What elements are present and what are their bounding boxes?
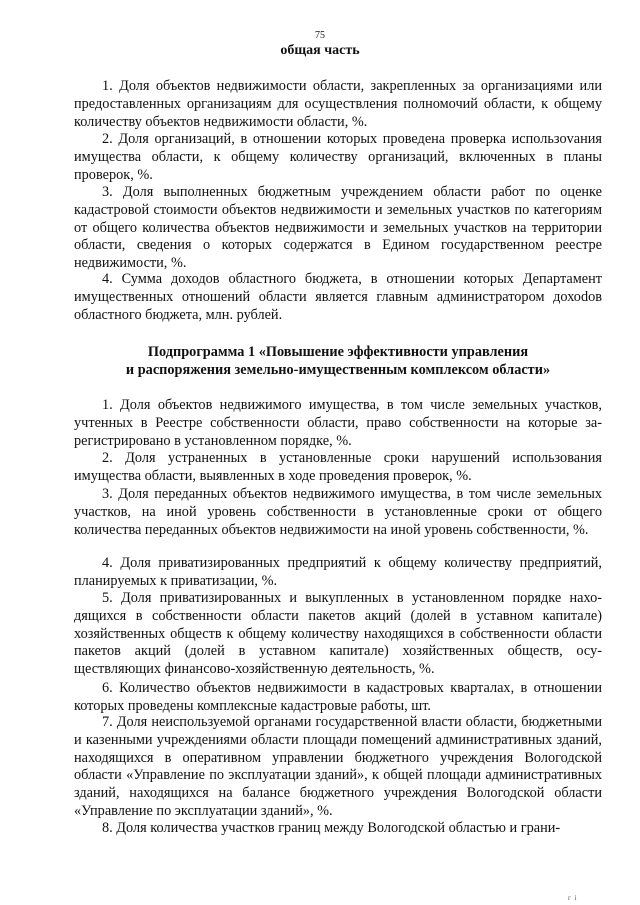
subprogram-indicator-6: 6. Количество объектов недвижимости в кадастровых кварталах, в отношении которых проведены комплексные кадастровые работы, шт. (74, 680, 602, 714)
general-indicator-2: 2. Доля организаций, в отношении которых проведена проверка использоvания имущества области, к общему количеству организаций, включенных в планы проверок, %. (74, 131, 602, 183)
general-indicator-1: 1. Доля объектов недвижимости области, закрепленных за организациями или предоставленных организациям для осуществления полномочий области, к общему количеству объектов недвижимости области, %. (74, 78, 602, 130)
subprogram-indicator-4: 4. Доля приватизированных предприятий к общему количеству предприятий, планируемых к приватизации, %. (74, 555, 602, 589)
subprogram-indicator-2: 2. Доля устраненных в установленные сроки нарушений использования имущества области, выявленных в ходе проведения проверок, %. (74, 450, 602, 484)
subprogram-indicator-7: 7. Доля неиспользуемой органами государственной власти области, бюджетными и казенными учреждениями области площади помещений административных зданий, находящихся в оперативном управлении бюджетного учреждения Вологодской области «Управление по эксплуатации зданий», к общей площади административных зданий, находящихся на балансе бюджетного учреждения Вологодской области «Управление по эксплуатации зданий», %. (74, 714, 602, 819)
subprogram-indicator-5: 5. Доля приватизированных и выкупленных в установленном порядке находящихся в собственности области пакетов акций (долей в уставном капитале) хозяйственных обществ к общему количеству находящихся в собственности области пакетов акций (долей в уставном капитале) хозяйственных обществ, осуществляющих финансово-хозяйственную деятельность, %. (74, 590, 602, 678)
footer-mark: г і (568, 894, 578, 902)
general-indicator-4: 4. Сумма доходов областного бюджета, в отношении которых Департамент имущественных отношений области является главным администратором дохоdов областного бюджета, млн. рублей. (74, 271, 602, 323)
subprogram-indicator-1: 1. Доля объектов недвижимого имущества, в том числе земельных участков, учтенных в Реестре собственности области, право собственности на которые зарегистрировано в установленном порядке, %. (74, 397, 602, 449)
subprogram-heading-line-1: Подпрограмма 1 «Повышение эффективности управления (147, 344, 529, 360)
subprogram-heading-line-2: и распоряжения земельно-имущественным комплексом области» (125, 362, 551, 378)
general-indicator-3: 3. Доля выполненных бюджетным учреждением области работ по оценке кадастровой стоимости объектов недвижимости и земельных участков по категориям от общего количества объектов недвижимости и земельных участков на территории области, сведения о которых содержатся в Едином государственном реестре недвижимости, %. (74, 184, 602, 272)
subprogram-indicator-8: 8. Доля количества участков границ между Вологодской областью и грани- (102, 820, 561, 836)
subprogram-indicator-3: 3. Доля переданных объектов недвижимого имущества, в том числе земельных участков, на иной уровень собственности в установленные сроки от общего количества переданных объектов недвижимости на иной уровень собственности, %. (74, 486, 602, 538)
subprogram-heading (74, 343, 602, 379)
page-number: 75 (315, 30, 325, 41)
section-heading: общая часть (280, 43, 360, 58)
